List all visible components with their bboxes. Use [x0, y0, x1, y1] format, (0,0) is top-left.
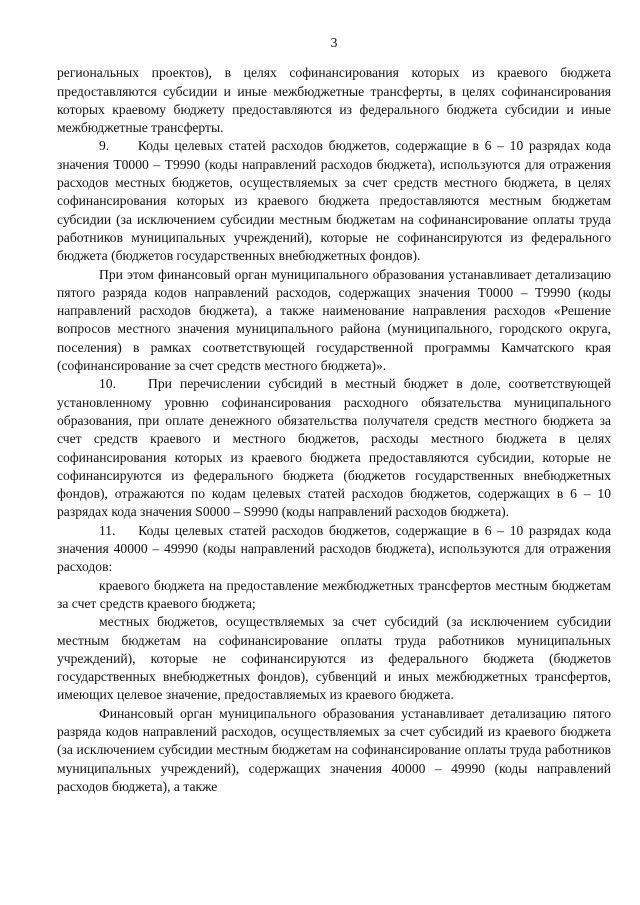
paragraph-item-11-regional: краевого бюджета на предоставление межбюджетных трансфертов местным бюджетам за счет средств краевого бюджета;	[57, 577, 611, 611]
page-number: 3	[330, 35, 338, 50]
paragraph-item-9: 9. Коды целевых статей расходов бюджетов, содержащие в 6 – 10 разрядах кода значения Т0000 – Т9990 (коды направлений расходов бюджета), используются для отражения расходов местных бюджетов, осуществляемых за счет средств местного бюджета, в целях софинансирования которых из краевого бюджета предоставляются местным бюджетам субсидии (за исключением субсидии местным бюджетам на софинансирование оплаты труда работников муниципальных учреждений), которые не софинансируются из федерального бюджета (бюджетов государственных внебюджетных фондов).	[57, 138, 611, 264]
paragraph-continuation: региональных проектов), в целях софинансирования которых из краевого бюджета предоставляются субсидии и иные межбюджетные трансферты, в целях софинансирования которых краевому бюджету предоставляются из федерального бюджета субсидии и иные межбюджетные трансферты.	[57, 65, 611, 136]
document-page	[57, 34, 611, 796]
paragraph-item-11-local: местных бюджетов, осуществляемых за счет субсидий (за исключением субсидии местным бюджетам на софинансирование оплаты труда работников муниципальных учреждений), которые не софинансируются из федерального бюджета (бюджетов государственных внебюджетных фондов), субвенций и иных межбюджетных трансфертов, имеющих целевое значение, предоставляемых из краевого бюджета.	[57, 614, 611, 703]
paragraph-item-10: 10. При перечислении субсидий в местный бюджет в доле, соответствующей установленному уровню софинансирования расходного обязательства муниципального образования, при оплате денежного обязательства получателя средств местного бюджета за счет средств краевого и местного бюджетов, расходы местного бюджета в целях софинансирования которых из краевого бюджета предоставляются субсидии, которые не софинансируются из федерального бюджета (бюджетов государственных внебюджетных фондов), отражаются по кодам целевых статей расходов бюджетов, содержащих в 6 – 10 разрядах кода значения S0000 – S9990 (коды направлений расходов бюджета).	[57, 376, 611, 520]
paragraph-item-11: 11. Коды целевых статей расходов бюджетов, содержащие в 6 – 10 разрядах кода значения 40000 – 49990 (коды направлений расходов бюджета), используются для отражения расходов:	[57, 522, 611, 575]
paragraph-financial-body: Финансовый орган муниципального образования устанавливает детализацию пятого разряда кодов направлений расходов, осуществляемых за счет субсидий из краевого бюджета (за исключением субсидии местным бюджетам на софинансирование оплаты труда работников муниципальных учреждений), содержащих значения 40000 – 49990 (коды направлений расходов бюджета), а также	[57, 705, 611, 794]
paragraph-item-9-detail: При этом финансовый орган муниципального образования устанавливает детализацию пятого разряда кодов направлений расходов, содержащих значения Т0000 – Т9990 (коды направлений расходов бюджета), а также наименование направления расходов «Решение вопросов местного значения муниципального района (муниципального, городского округа, поселения) в рамках соответствующей государственной программы Камчатского края (софинансирование за счет средств местного бюджета)».	[57, 266, 611, 374]
